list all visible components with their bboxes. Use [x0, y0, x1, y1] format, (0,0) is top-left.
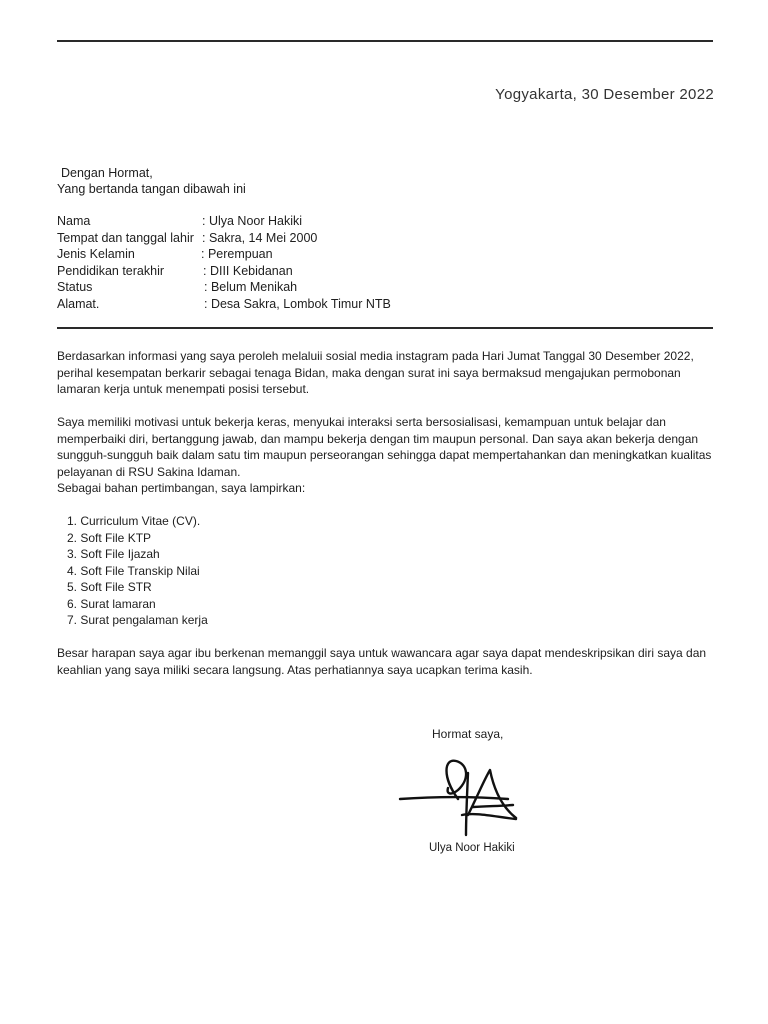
middle-divider	[57, 327, 713, 329]
handwritten-signature	[398, 755, 528, 840]
field-value: : Sakra, 14 Mei 2000	[202, 230, 318, 245]
intro-line: Yang bertanda tangan dibawah ini	[57, 182, 246, 196]
field-value: : Desa Sakra, Lombok Timur NTB	[204, 296, 391, 311]
field-value: : DIII Kebidanan	[203, 263, 293, 278]
top-divider	[57, 40, 713, 42]
list-item: 3. Soft File Ijazah	[67, 547, 160, 561]
field-label: Pendidikan terakhir	[57, 263, 165, 278]
field-label: Nama	[57, 214, 91, 228]
paragraph-closing: Besar harapan saya agar ibu berkenan memanggil saya untuk wawancara agar saya dapat mendeskripsikan diri saya dan keahlian yang saya miliki secara langsung. Atas perhatiannya saya ucapkan terima kasih.	[57, 646, 707, 677]
list-item: 6. Surat lamaran	[67, 596, 156, 611]
signature-name: Ulya Noor Hakiki	[429, 842, 515, 854]
field-row-education	[57, 263, 457, 280]
paragraph-attachments-intro: Sebagai bahan pertimbangan, saya lampirkan:	[57, 481, 306, 495]
field-label: Jenis Kelamin	[57, 247, 135, 261]
field-row-gender	[57, 246, 457, 263]
attachment-list	[67, 513, 208, 629]
paragraph-motivation: Saya memiliki motivasi untuk bekerja keras, menyukai interaksi serta bersosialisasi, kemampuan untuk belajar dan memperbaiki diri, bertanggung jawab, dan mampu bekerja dengan tim maupun personal. Dan saya akan bekerja dengan sungguh-sungguh baik dalam satu tim maupun perseorangan sehingga dapat mempertahankan dan meningkatkan kualitas pelayanan di RSU Sakina Idaman.	[57, 415, 712, 479]
letter-date: Yogyakarta, 30 Desember 2022	[495, 86, 714, 103]
personal-data	[57, 213, 457, 312]
list-item: 2. Soft File KTP	[67, 530, 152, 545]
field-value: : Ulya Noor Hakiki	[202, 214, 303, 228]
field-row-name	[57, 213, 457, 230]
field-value: : Perempuan	[201, 247, 273, 261]
list-item: 1. Curriculum Vitae (CV).	[67, 514, 201, 528]
closing-salutation: Hormat saya,	[432, 727, 504, 741]
list-item: 5. Soft File STR	[67, 580, 152, 594]
field-label: Tempat dan tanggal lahir	[57, 230, 194, 245]
salutation: Dengan Hormat,	[61, 166, 153, 180]
field-row-status	[57, 279, 457, 296]
list-item: 7. Surat pengalaman kerja	[67, 613, 208, 627]
field-label: Alamat.	[57, 296, 100, 311]
field-row-birth	[57, 230, 457, 247]
field-row-address	[57, 296, 457, 313]
list-item: 4. Soft File Transkip Nilai	[67, 563, 200, 578]
greeting-block	[57, 165, 246, 197]
field-value: : Belum Menikah	[204, 280, 298, 294]
paragraph-intro: Berdasarkan informasi yang saya peroleh melaluii sosial media instagram pada Hari Jumat Tanggal 30 Desember 2022, perihal kesempatan berkarir sebagai tenaga Bidan, maka dengan surat ini saya bermaksud mengajukan permobonan lamaran kerja untuk menempati posisi tersebut.	[57, 349, 694, 396]
field-label: Status	[57, 280, 93, 294]
